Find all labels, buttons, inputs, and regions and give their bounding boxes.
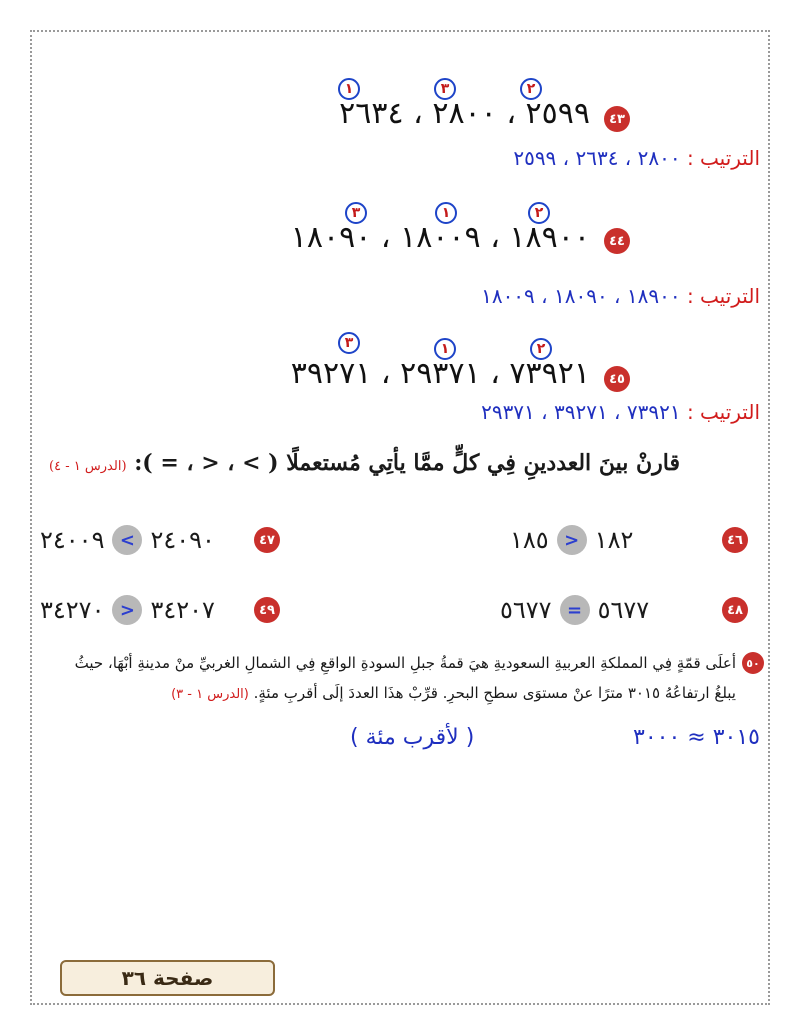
- rank-mark: ٣: [338, 332, 360, 354]
- rank-mark: ٢: [530, 338, 552, 360]
- order-value: ٢٨٠٠ ، ٢٦٣٤ ، ٢٥٩٩: [513, 146, 681, 170]
- right-number: ٥٦٧٧: [597, 596, 650, 624]
- rounding-answer: ٣٠١٥ ≈ ٣٠٠٠: [633, 725, 760, 750]
- page-border: [30, 30, 770, 1005]
- question-number-46: ٤٦: [722, 527, 748, 553]
- rank-mark: ١: [338, 78, 360, 100]
- problem-line-1: أعلَى قمّةٍ فِي المملكةِ العربيةِ السعوديةِ هيَ قمةُ جبلِ السودةِ الواقعِ فِي الشمالِ الغربيِّ منْ مدينةِ أبْهَا، حيثُ: [74, 654, 736, 672]
- left-number: ٢٤٠٠٩: [40, 526, 105, 554]
- rank-mark: ٣: [345, 202, 367, 224]
- number-sequence: ٧٣٩٢١ ، ٢٩٣٧١ ، ٣٩٢٧١: [290, 356, 590, 391]
- comparison-symbol: <: [112, 525, 142, 555]
- rank-mark: ٢: [520, 78, 542, 100]
- right-number: ٣٤٢٠٧: [150, 596, 215, 624]
- rounding-note: ( لأقرب مئة ): [350, 725, 475, 750]
- order-answer: [513, 146, 760, 170]
- number-sequence: ٢٥٩٩ ، ٢٨٠٠ ، ٢٦٣٤: [339, 96, 590, 131]
- question-number-48: ٤٨: [722, 597, 748, 623]
- left-number: ٣٤٢٧٠: [40, 596, 105, 624]
- word-problem: [36, 648, 736, 710]
- order-label: الترتيب :: [686, 284, 760, 308]
- comparison-item: [40, 525, 215, 555]
- comparison-item: [500, 595, 649, 625]
- comparison-symbol: =: [560, 595, 590, 625]
- right-number: ١٨٢: [594, 526, 634, 554]
- comparison-symbol: >: [557, 525, 587, 555]
- comparison-item: [510, 525, 633, 555]
- instruction-text: قارنْ بينَ العددينِ فِي كلٍّ ممَّا يأتِي مُستعملًا ( > ، < ، = ):: [134, 450, 680, 476]
- order-answer: [481, 284, 760, 308]
- problem-line-2: يبلغُ ارتفاعُهُ ٣٠١٥ مترًا عنْ مستوَى سطحِ البحرِ. قرِّبْ هذَا العددَ إلَى أقربِ مئةٍ. (الدرس ١ - ٣): [171, 684, 736, 702]
- question-number-47: ٤٧: [254, 527, 280, 553]
- order-label: الترتيب :: [686, 146, 760, 170]
- lesson-reference: (الدرس ١ - ٤): [49, 459, 127, 474]
- right-number: ٢٤٠٩٠: [150, 526, 215, 554]
- comparison-item: [40, 595, 215, 625]
- order-answer: [481, 400, 760, 424]
- order-label: الترتيب :: [686, 400, 760, 424]
- left-number: ٥٦٧٧: [500, 596, 552, 624]
- question-number-43: ٤٣: [604, 106, 630, 132]
- page-number-badge: صفحة ٣٦: [60, 960, 275, 996]
- section-heading: [49, 450, 680, 476]
- order-value: ٧٣٩٢١ ، ٣٩٢٧١ ، ٢٩٣٧١: [481, 400, 681, 424]
- number-sequence: ١٨٩٠٠ ، ١٨٠٠٩ ، ١٨٠٩٠: [290, 220, 590, 255]
- question-number-49: ٤٩: [254, 597, 280, 623]
- question-number-45: ٤٥: [604, 366, 630, 392]
- question-number-44: ٤٤: [604, 228, 630, 254]
- question-number-50: ٥٠: [742, 652, 764, 674]
- comparison-symbol: >: [112, 595, 142, 625]
- rank-mark: ٢: [528, 202, 550, 224]
- order-value: ١٨٩٠٠ ، ١٨٠٩٠ ، ١٨٠٠٩: [481, 284, 681, 308]
- rank-mark: ١: [435, 202, 457, 224]
- left-number: ١٨٥: [510, 526, 549, 554]
- rank-mark: ١: [434, 338, 456, 360]
- rank-mark: ٣: [434, 78, 456, 100]
- lesson-reference: (الدرس ١ - ٣): [171, 687, 249, 702]
